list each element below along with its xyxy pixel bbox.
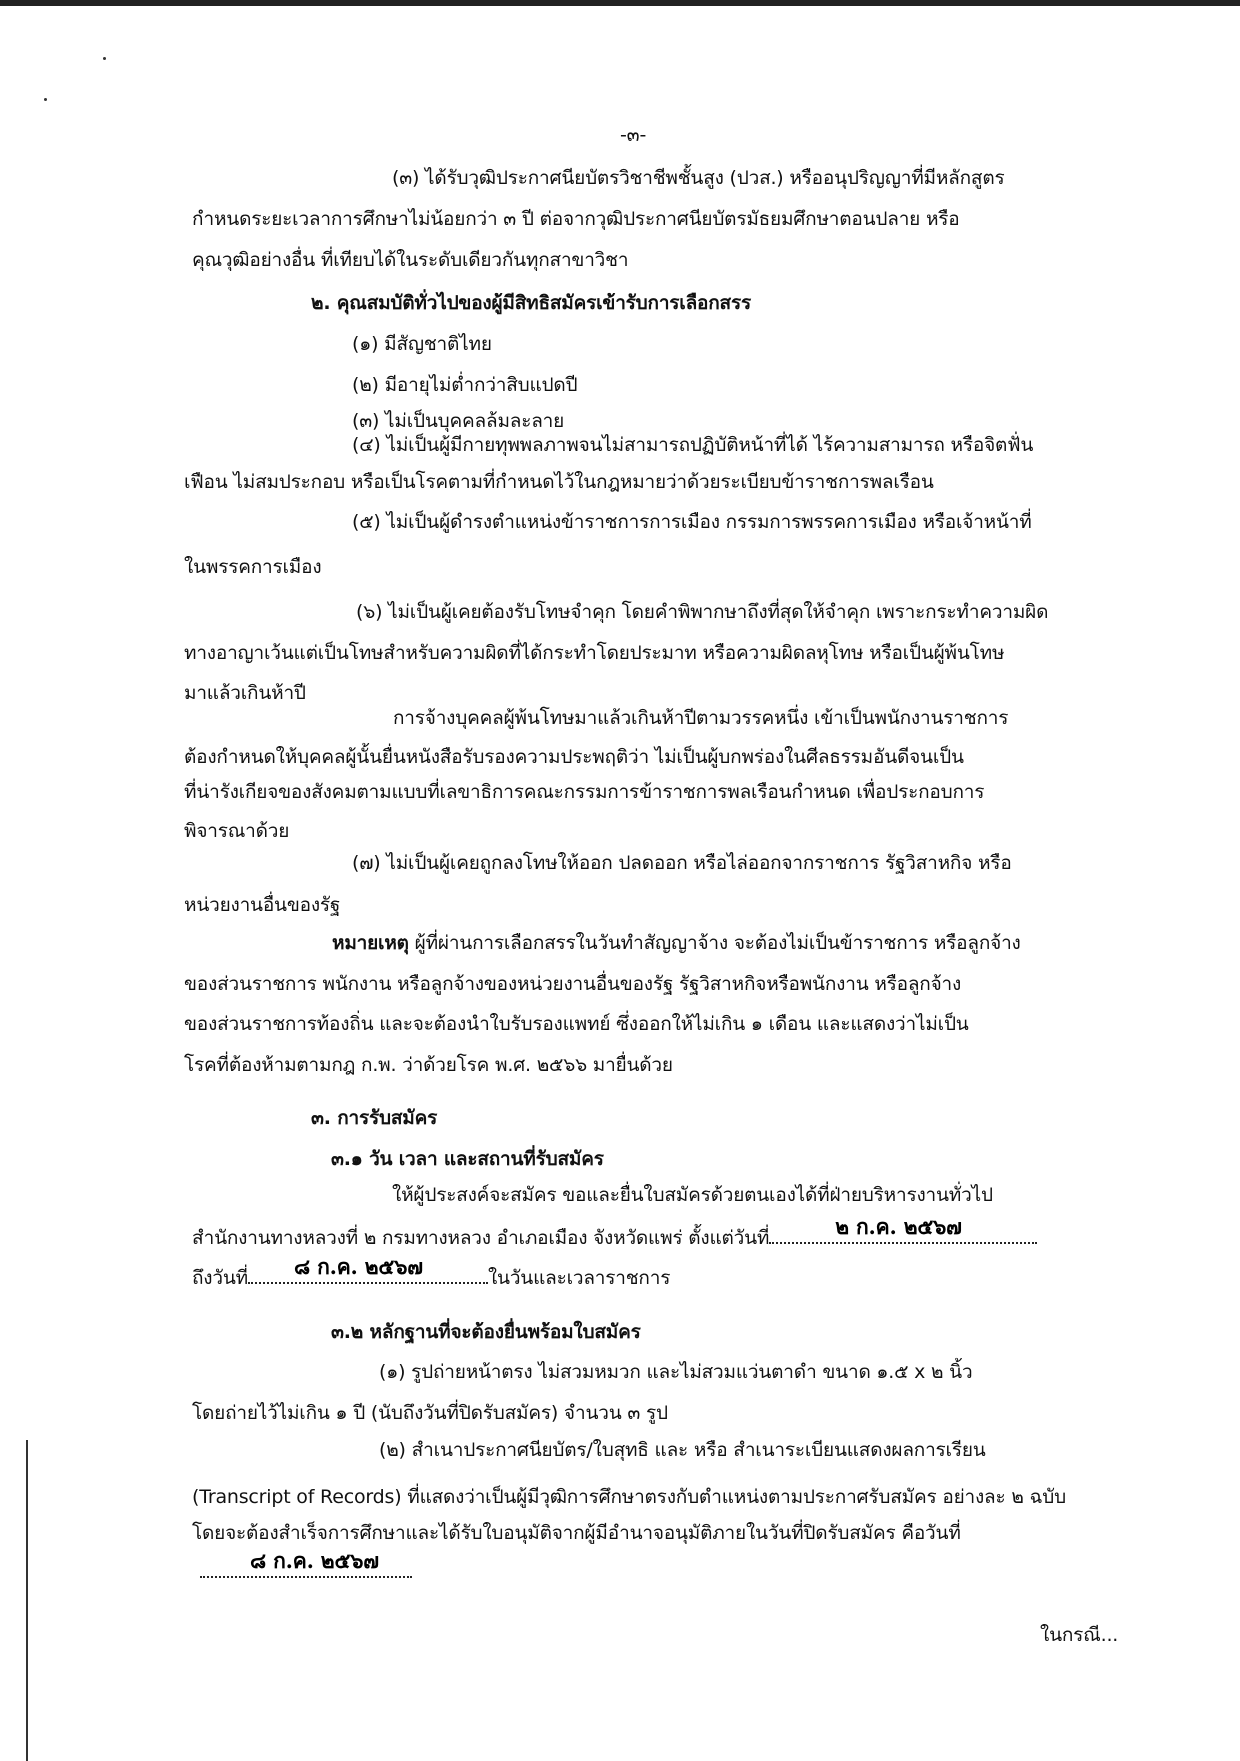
general-qualification-5-line-2: ในพรรคการเมือง xyxy=(184,556,322,578)
closing-date-line xyxy=(200,1548,412,1585)
general-qualification-7-line-2: หน่วยงานอื่นของรัฐ xyxy=(184,894,341,916)
scan-left-edge xyxy=(26,1440,28,1761)
continuation-note: ในกรณี... xyxy=(1040,1624,1119,1646)
application-period-line: ถึงวันที่ ๘ ก.ค. ๒๕๖๗ ในวันและเวลาราชการ xyxy=(192,1254,671,1289)
remark-line-1: หมายเหตุ ผู้ที่ผ่านการเลือกสรรในวันทำสัญญาจ้าง จะต้องไม่เป็นข้าราชการ หรือลูกจ้าง xyxy=(332,932,1021,954)
application-place-line-1: ให้ผู้ประสงค์จะสมัคร ขอและยื่นใบสมัครด้วยตนเองได้ที่ฝ่ายบริหารงานทั่วไป xyxy=(392,1184,993,1206)
general-qualification-4-line-2: เฟือน ไม่สมประกอบ หรือเป็นโรคตามที่กำหนดไว้ในกฎหมายว่าด้วยระเบียบข้าราชการพลเรือน xyxy=(184,471,934,493)
hiring-condition-line-1: การจ้างบุคคลผู้พ้นโทษมาแล้วเกินห้าปีตามวรรคหนึ่ง เข้าเป็นพนักงานราชการ xyxy=(393,707,1009,729)
remark-label: หมายเหตุ xyxy=(332,932,409,954)
document-1-line-1: (๑) รูปถ่ายหน้าตรง ไม่สวมหมวก และไม่สวมแว่นตาดำ ขนาด ๑.๕ x ๒ นิ้ว xyxy=(379,1361,973,1383)
page-number: -๓- xyxy=(620,124,647,146)
general-qualification-7-line-1: (๗) ไม่เป็นผู้เคยถูกลงโทษให้ออก ปลดออก หรือไล่ออกจากราชการ รัฐวิสาหกิจ หรือ xyxy=(352,852,1012,874)
remark-line-3: ของส่วนราชการท้องถิ่น และจะต้องนำใบรับรองแพทย์ ซึ่งออกให้ไม่เกิน ๑ เดือน และแสดงว่าไม่เป็น xyxy=(184,1013,969,1035)
section-3-heading: ๓. การรับสมัคร xyxy=(311,1107,438,1129)
application-place-line-2: สำนักงานทางหลวงที่ ๒ กรมทางหลวง อำเภอเมือง จังหวัดแพร่ ตั้งแต่วันที่ ๒ ก.ค. ๒๕๖๗ xyxy=(192,1222,1037,1251)
scan-speck xyxy=(44,98,47,101)
general-qualification-6-line-2: ทางอาญาเว้นแต่เป็นโทษสำหรับความผิดที่ได้กระทำโดยประมาท หรือความผิดลหุโทษ หรือเป็นผู้พ้นโทษ xyxy=(184,642,1005,664)
section-3-2-heading: ๓.๒ หลักฐานที่จะต้องยื่นพร้อมใบสมัคร xyxy=(331,1321,641,1343)
start-date-field xyxy=(769,1214,1037,1244)
remark-line-4: โรคที่ต้องห้ามตามกฎ ก.พ. ว่าด้วยโรค พ.ศ. ๒๕๖๖ มายื่นด้วย xyxy=(184,1054,673,1076)
general-qualification-5-line-1: (๕) ไม่เป็นผู้ดำรงตำแหน่งข้าราชการการเมือง กรรมการพรรคการเมือง หรือเจ้าหน้าที่ xyxy=(352,511,1032,533)
closing-date-handwritten: ๘ ก.ค. ๒๕๖๗ xyxy=(250,1548,379,1573)
hiring-condition-line-3: ที่น่ารังเกียจของสังคมตามแบบที่เลขาธิการคณะกรรมการข้าราชการพลเรือนกำหนด เพื่อประกอบการ xyxy=(184,781,985,803)
closing-date-field xyxy=(200,1548,412,1578)
document-1-line-2: โดยถ่ายไว้ไม่เกิน ๑ ปี (นับถึงวันที่ปิดรับสมัคร) จำนวน ๓ รูป xyxy=(192,1402,668,1424)
scan-speck xyxy=(103,57,106,60)
qualification-3-line-1: (๓) ได้รับวุฒิประกาศนียบัตรวิชาชีพชั้นสูง (ปวส.) หรืออนุปริญญาที่มีหลักสูตร xyxy=(392,167,1005,189)
section-3-1-heading: ๓.๑ วัน เวลา และสถานที่รับสมัคร xyxy=(331,1148,604,1170)
general-qualification-4-line-1: (๔) ไม่เป็นผู้มีกายทุพพลภาพจนไม่สามารถปฏิบัติหน้าที่ได้ ไร้ความสามารถ หรือจิตฟั่น xyxy=(352,434,1034,456)
general-qualification-2: (๒) มีอายุไม่ต่ำกว่าสิบแปดปี xyxy=(352,374,578,396)
end-date-handwritten: ๘ ก.ค. ๒๕๖๗ xyxy=(293,1254,423,1279)
start-date-handwritten: ๒ ก.ค. ๒๕๖๗ xyxy=(835,1214,962,1239)
section-2-heading: ๒. คุณสมบัติทั่วไปของผู้มีสิทธิสมัครเข้ารับการเลือกสรร xyxy=(311,292,751,314)
general-qualification-6-line-1: (๖) ไม่เป็นผู้เคยต้องรับโทษจำคุก โดยคำพิพากษาถึงที่สุดให้จำคุก เพราะกระทำความผิด xyxy=(356,601,1049,623)
document-2-line-2: (Transcript of Records) ที่แสดงว่าเป็นผู้มีวุฒิการศึกษาตรงกับตำแหน่งตามประกาศรับสมัคร อย่างละ ๒ ฉบับ xyxy=(192,1486,1066,1508)
document-2-line-1: (๒) สำเนาประกาศนียบัตร/ใบสุทธิ และ หรือ สำเนาระเบียนแสดงผลการเรียน xyxy=(379,1439,986,1461)
end-date-field xyxy=(248,1254,488,1284)
hiring-condition-line-4: พิจารณาด้วย xyxy=(184,820,290,842)
qualification-3-line-3: คุณวุฒิอย่างอื่น ที่เทียบได้ในระดับเดียวกันทุกสาขาวิชา xyxy=(192,249,629,271)
hiring-condition-line-2: ต้องกำหนดให้บุคคลผู้นั้นยื่นหนังสือรับรองความประพฤติว่า ไม่เป็นผู้บกพร่องในศีลธรรมอันดีจนเป็น xyxy=(184,746,964,768)
qualification-3-line-2: กำหนดระยะเวลาการศึกษาไม่น้อยกว่า ๓ ปี ต่อจากวุฒิประกาศนียบัตรมัธยมศึกษาตอนปลาย หรือ xyxy=(192,208,960,230)
scan-top-edge xyxy=(0,0,1240,6)
general-qualification-3: (๓) ไม่เป็นบุคคลล้มละลาย xyxy=(352,410,565,432)
remark-line-2: ของส่วนราชการ พนักงาน หรือลูกจ้างของหน่วยงานอื่นของรัฐ รัฐวิสาหกิจหรือพนักงาน หรือลูกจ้าง xyxy=(184,973,962,995)
document-2-line-3: โดยจะต้องสำเร็จการศึกษาและได้รับใบอนุมัติจากผู้มีอำนาจอนุมัติภายในวันที่ปิดรับสมัคร คือวันที่ xyxy=(192,1522,961,1544)
general-qualification-6-line-3: มาแล้วเกินห้าปี xyxy=(184,682,306,704)
general-qualification-1: (๑) มีสัญชาติไทย xyxy=(352,333,492,355)
